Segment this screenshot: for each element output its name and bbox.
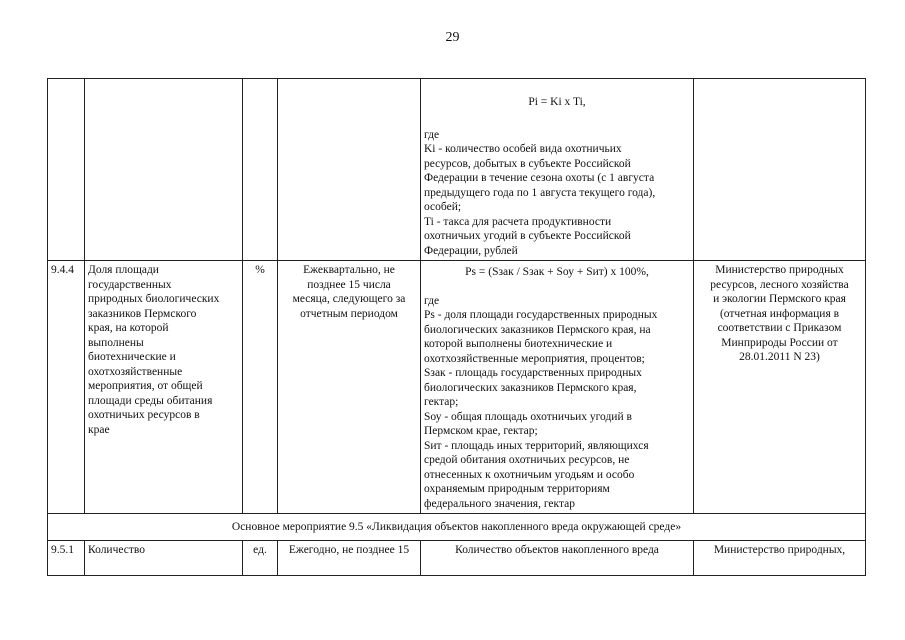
responsible-line: ресурсов, лесного хозяйства <box>710 278 849 291</box>
method-line: гектар; <box>424 396 459 408</box>
cell-unit: ед. <box>243 540 278 575</box>
period-line: позднее 15 числа <box>307 278 391 291</box>
cell-name <box>85 261 243 514</box>
name-line: биотехнические и <box>88 351 176 363</box>
method-line: Ti - такса для расчета продуктивности <box>424 215 612 228</box>
method-line: охотничьих угодий в субъекте Российской <box>424 230 631 242</box>
responsible-line: Минприроды России от <box>721 336 838 349</box>
method-line: где <box>424 294 440 307</box>
cell-number: 9.4.4 <box>48 261 85 514</box>
method-line: где <box>424 128 440 141</box>
name-line: крае <box>88 423 110 436</box>
indicator-table <box>47 78 866 576</box>
period-line: отчетным периодом <box>300 307 398 320</box>
method-line: особей; <box>424 201 462 213</box>
name-line: края, на которой <box>88 322 169 334</box>
name-line: мероприятия, от общей <box>88 380 203 392</box>
section-heading-row <box>48 514 866 541</box>
name-line: охотхозяйственные <box>88 365 183 378</box>
name-line: Доля площади <box>88 264 159 276</box>
name-line: охотничьих ресурсов в <box>88 409 200 421</box>
responsible-line: (отчетная информация в <box>719 307 840 320</box>
cell-unit: % <box>243 261 278 514</box>
method-line: отнесенных к охотничьим угодьям и особо <box>424 468 635 481</box>
period-line: месяца, следующего за <box>292 293 406 305</box>
cell-period <box>278 79 421 261</box>
method-line: которой выполнены биотехнические и <box>424 338 613 350</box>
method-line: ресурсов, добытых в субъекте Российской <box>424 157 631 170</box>
cell-responsible: Министерство природных, <box>694 540 866 575</box>
method-line: охотхозяйственные мероприятия, процентов; <box>424 352 645 365</box>
name-line: государственных <box>88 278 172 291</box>
method-line: биологических заказников Пермского края, <box>424 381 637 394</box>
cell-number: 9.5.1 <box>48 540 85 575</box>
method-line: Sзак - площадь государственных природных <box>424 367 642 379</box>
responsible-line: 28.01.2011 N 23) <box>739 351 820 363</box>
formula-ps: Ps = (Sзак / Sзак + Sоу + Sит) x 100%, <box>465 266 649 278</box>
cell-method <box>421 261 694 514</box>
method-line: Sит - площадь иных территорий, являющихся <box>424 439 649 452</box>
method-line: Федерации, рублей <box>424 244 518 257</box>
formula-pi: Pi = Ki x Ti, <box>528 96 586 108</box>
method-line: предыдущего года по 1 августа текущего года), <box>424 186 656 199</box>
method-line: Федерации в течение сезона охоты (с 1 августа <box>424 172 655 184</box>
responsible-line: соответствии с Приказом <box>717 322 842 334</box>
responsible-line: Министерство природных <box>715 264 844 276</box>
cell-period <box>278 261 421 514</box>
name-line: выполнены <box>88 336 144 349</box>
cell-name <box>85 79 243 261</box>
name-line: заказников Пермского <box>88 307 197 320</box>
method-line: биологических заказников Пермского края, на <box>424 323 651 336</box>
method-line: Ki - количество особей вида охотничьих <box>424 143 622 155</box>
cell-method: Количество объектов накопленного вреда <box>421 540 694 575</box>
method-line: Sоу - общая площадь охотничьих угодий в <box>424 410 632 423</box>
table-row-9-5-1 <box>48 540 866 575</box>
table-row-continuation <box>48 79 866 261</box>
method-line: средой обитания охотничьих ресурсов, не <box>424 454 630 466</box>
cell-responsible <box>694 261 866 514</box>
cell-number <box>48 79 85 261</box>
page-number: 29 <box>445 30 460 45</box>
responsible-line: и экологии Пермского края <box>713 293 846 305</box>
method-line: Пермском крае, гектар; <box>424 425 538 437</box>
period-line: Ежеквартально, не <box>303 264 395 276</box>
cell-name: Количество <box>85 540 243 575</box>
method-line: охраняемым природным территориям <box>424 483 610 495</box>
name-line: природных биологических <box>88 293 220 305</box>
cell-method <box>421 79 694 261</box>
cell-responsible <box>694 79 866 261</box>
cell-unit <box>243 79 278 261</box>
method-line: федерального значения, гектар <box>424 497 575 510</box>
method-line: Ps - доля площади государственных природных <box>424 309 658 321</box>
cell-period: Ежегодно, не позднее 15 <box>278 540 421 575</box>
table-row-9-4-4 <box>48 261 866 514</box>
section-heading: Основное мероприятие 9.5 «Ликвидация объектов накопленного вреда окружающей среде» <box>48 514 866 541</box>
name-line: площади среды обитания <box>88 394 213 407</box>
